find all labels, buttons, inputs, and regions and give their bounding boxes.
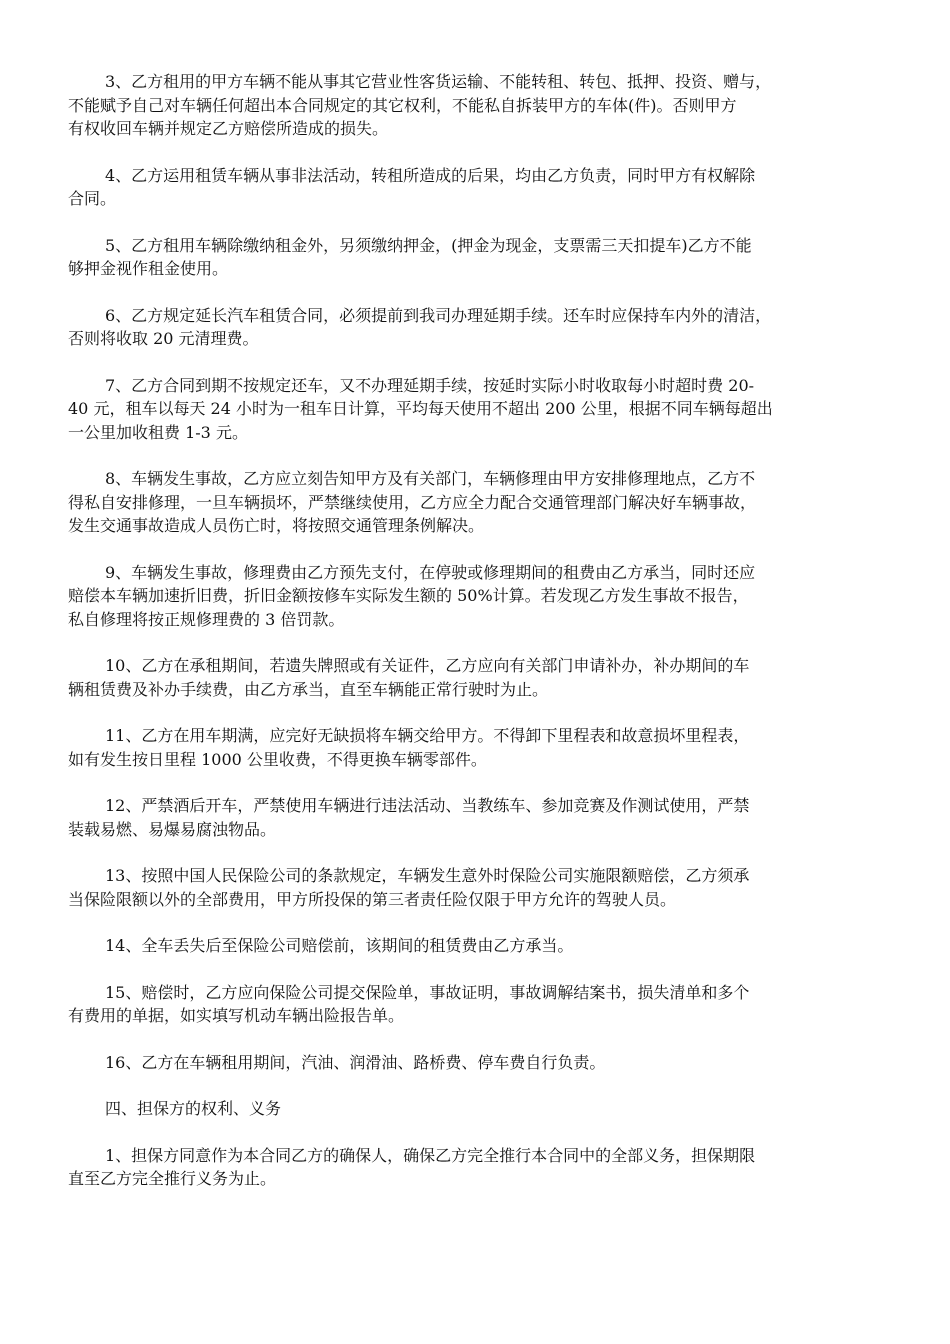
paragraph-line: 有费用的单据，如实填写机动车辆出险报告单。 (68, 1006, 405, 1025)
paragraph-line: 9、车辆发生事故，修理费由乙方预先支付，在停驶或修理期间的租费由乙方承当，同时还应 (105, 562, 756, 582)
paragraph-line: 8、车辆发生事故，乙方应立刻告知甲方及有关部门，车辆修理由甲方安排修理地点，乙方不 (105, 469, 756, 488)
paragraph (68, 164, 883, 211)
paragraph-line: 得私自安排修理，一旦车辆损坏，严禁继续使用，乙方应全力配合交通管理部门解决好车辆事故， (68, 492, 757, 512)
paragraph (68, 724, 883, 771)
paragraph-line: 四、担保方的权利、义务 (105, 1099, 282, 1118)
paragraph-line: 够押金视作租金使用。 (68, 259, 229, 278)
paragraph-line: 5、乙方租用车辆除缴纳租金外，另须缴纳押金，(押金为现金，支票需三天扣提车)乙方不能 (105, 235, 752, 255)
paragraph-line: 一公里加收租费 1-3 元。 (68, 422, 248, 442)
document-page (68, 70, 883, 1214)
paragraph-line: 11、乙方在用车期满，应完好无缺损将车辆交给甲方。不得卸下里程表和故意损坏里程表， (105, 726, 750, 745)
paragraph (68, 981, 883, 1028)
paragraph-line: 否则将收取 20 元清理费。 (68, 329, 259, 348)
paragraph-line: 6、乙方规定延长汽车租赁合同，必须提前到我司办理延期手续。还车时应保持车内外的清洁， (105, 305, 772, 325)
paragraph (68, 934, 883, 958)
paragraph-line: 40 元，租车以每天 24 小时为一租车日计算，平均每天使用不超出 200 公里，根据不同车辆每超出 (68, 399, 773, 418)
paragraph-line: 13、按照中国人民保险公司的条款规定，车辆发生意外时保险公司实施限额赔偿，乙方须承 (105, 866, 750, 885)
paragraph-line: 私自修理将按正规修理费的 3 倍罚款。 (68, 609, 345, 629)
paragraph (68, 561, 883, 632)
paragraph-line: 直至乙方完全推行义务为止。 (68, 1169, 277, 1188)
paragraph-line: 辆租赁费及补办手续费，由乙方承当，直至车辆能正常行驶时为止。 (68, 679, 549, 699)
paragraph (68, 654, 883, 701)
paragraph-line: 14、全车丢失后至保险公司赔偿前，该期间的租赁费由乙方承当。 (105, 936, 574, 955)
paragraph-line: 16、乙方在车辆租用期间，汽油、润滑油、路桥费、停车费自行负责。 (105, 1052, 606, 1072)
paragraph-line: 10、乙方在承租期间，若遗失牌照或有关证件，乙方应向有关部门申请补办，补办期间的车 (105, 656, 750, 675)
paragraph-line: 12、严禁酒后开车，严禁使用车辆进行违法活动、当教练车、参加竞赛及作测试使用，严禁 (105, 796, 750, 815)
paragraph-line: 4、乙方运用租赁车辆从事非法活动，转租所造成的后果，均由乙方负责，同时甲方有权解除 (105, 165, 756, 185)
paragraph (68, 1051, 883, 1075)
paragraph (68, 70, 883, 141)
paragraph-line: 发生交通事故造成人员伤亡时，将按照交通管理条例解决。 (68, 516, 485, 535)
paragraph (68, 1097, 883, 1121)
paragraph (68, 467, 883, 538)
paragraph (68, 234, 883, 281)
paragraph-line: 有权收回车辆并规定乙方赔偿所造成的损失。 (68, 119, 389, 138)
paragraph-line: 不能赋予自己对车辆任何超出本合同规定的其它权利，不能私自拆装甲方的车体(件)。否则甲方 (68, 95, 737, 115)
paragraph-line: 赔偿本车辆加速折旧费，折旧金额按修车实际发生额的 50%计算。若发现乙方发生事故不报告， (68, 586, 749, 605)
paragraph-line: 1、担保方同意作为本合同乙方的确保人，确保乙方完全推行本合同中的全部义务，担保期限 (105, 1145, 756, 1165)
paragraph-line: 15、赔偿时，乙方应向保险公司提交保险单，事故证明，事故调解结案书，损失清单和多个 (105, 982, 750, 1002)
paragraph-line: 合同。 (68, 189, 117, 208)
paragraph (68, 794, 883, 841)
paragraph (68, 304, 883, 351)
paragraph-line: 装载易燃、易爆易腐浊物品。 (68, 819, 277, 839)
paragraph-line: 3、乙方租用的甲方车辆不能从事其它营业性客货运输、不能转租、转包、抵押、投资、赠与， (105, 72, 772, 91)
paragraph (68, 864, 883, 911)
paragraph-line: 当保险限额以外的全部费用，甲方所投保的第三者责任险仅限于甲方允许的驾驶人员。 (68, 889, 677, 909)
paragraph-line: 如有发生按日里程 1000 公里收费，不得更换车辆零部件。 (68, 749, 487, 769)
paragraph (68, 1144, 883, 1191)
paragraph-line: 7、乙方合同到期不按规定还车，又不办理延期手续，按延时实际小时收取每小时超时费 20- (105, 375, 755, 395)
paragraph (68, 374, 883, 445)
